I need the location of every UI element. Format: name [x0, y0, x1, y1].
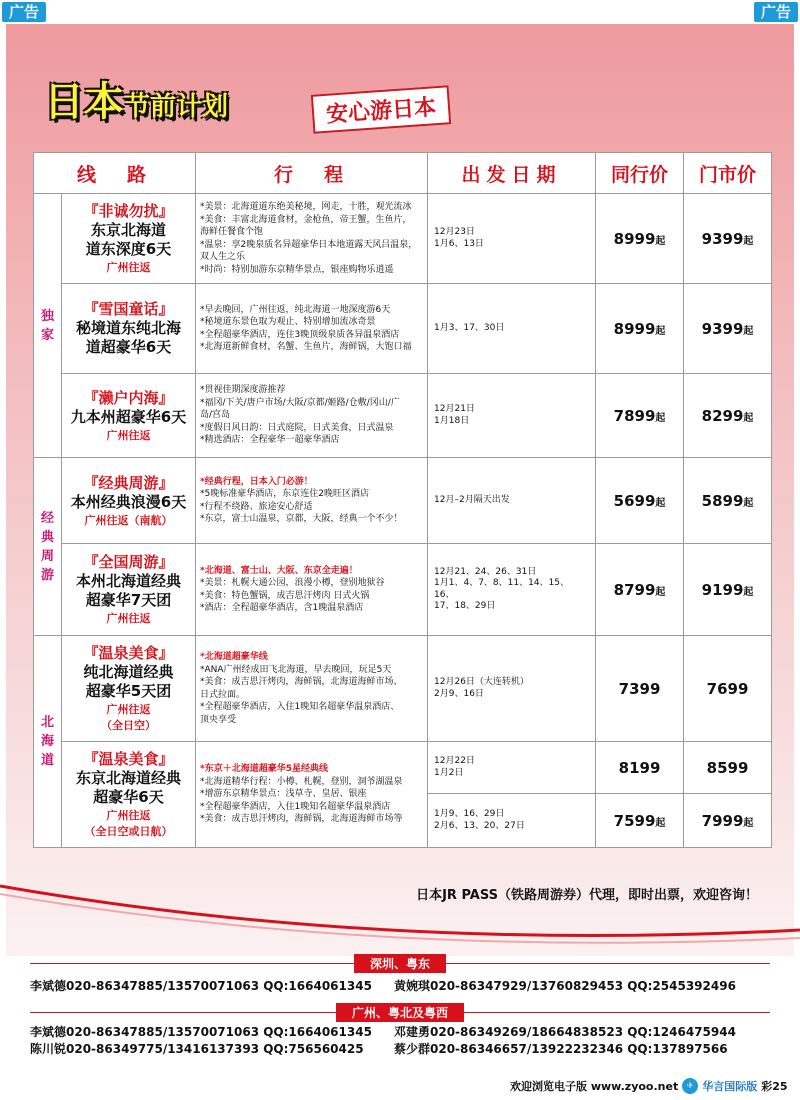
route-departure: 广州往返 [106, 261, 151, 274]
itinerary-line: *福冈/下关/唐户市场/大阪/京都/姬路/仓敷/冈山/广 [200, 397, 400, 408]
itinerary-line: *秘境道东景色取为观止、特别增加流冰奇景 [200, 317, 376, 327]
route-name: 超豪华5天团 [85, 682, 172, 700]
trade-price-cell [596, 194, 684, 284]
date-line: 1月6、13日 [434, 238, 484, 249]
itinerary-line: *温泉：享2晚泉质名异超豪华日本地道露天风吕温泉， [200, 239, 418, 250]
route-tag: 『雪国童话』 [83, 300, 174, 318]
itinerary-line: *全程超豪华酒店，连住3晚顶级泉质各异温泉酒店 [200, 329, 400, 340]
route-name: 东京北海道 [91, 221, 167, 239]
price-value: 7999 [701, 811, 744, 830]
region-label-1: 深圳、粤东 [354, 954, 446, 973]
title-main: 日本 [44, 79, 124, 125]
route-tag: 『全国周游』 [83, 553, 174, 571]
price-suffix: 起 [743, 235, 754, 247]
price-suffix: 起 [655, 412, 666, 424]
itinerary-line: *北海道、富士山、大阪、东京全走遍！ [200, 565, 358, 576]
route-departure: 广州往返 [106, 428, 151, 442]
publisher-logo-icon: ✈ [682, 1078, 698, 1094]
price-suffix: 起 [655, 497, 666, 509]
itinerary-table [33, 152, 772, 848]
trade-price-cell [596, 636, 684, 742]
itinerary-cell [196, 636, 428, 742]
trade-price-cell [596, 794, 684, 848]
price-suffix: 起 [655, 586, 666, 598]
itinerary-line: *ANA广州经成田飞北海道，早去晚回，玩足5天 [200, 664, 392, 675]
route-row [34, 742, 772, 794]
dates-cell [428, 458, 596, 544]
dates-cell [428, 742, 596, 794]
itinerary-line: *精选酒店：全程豪华一超豪华酒店 [200, 435, 340, 446]
price-suffix: 起 [743, 586, 754, 598]
price-value: 7599 [613, 811, 656, 830]
route-cell [62, 194, 196, 284]
retail-price-cell [684, 458, 772, 544]
jr-pass-notice: 日本JR PASS（铁路周游券）代理，即时出票，欢迎咨询！ [416, 888, 758, 903]
itinerary-line: *美食：特色蟹锅，成吉思汗烤肉 日式火锅 [200, 590, 370, 601]
route-departure: （全日空） [101, 719, 156, 732]
route-name: 九本州超豪华6天 [70, 407, 187, 426]
itinerary-line: *经典行程，日本入门必游！ [200, 476, 313, 487]
route-row [34, 284, 772, 374]
itinerary-cell [196, 194, 428, 284]
itinerary-line: *美食：成吉思汗烤肉，海鲜锅，北海道海鲜市场、 [200, 677, 403, 687]
price-suffix: 起 [655, 235, 666, 247]
price-value: 9199 [701, 580, 744, 599]
route-tag: 『温泉美食』 [83, 644, 174, 662]
price-suffix: 起 [655, 817, 666, 829]
itinerary-line: *早去晚回，广州往返，纯北海道一地深度游6天 [200, 304, 391, 315]
route-name: 本州经典浪漫6天 [70, 492, 187, 511]
date-line: 1月2日 [434, 767, 464, 778]
itinerary-line: *美食：成吉思汗烤肉，海鲜锅，北海道海鲜市场等 [200, 814, 403, 825]
route-name: 纯北海道经典 [83, 663, 174, 681]
header-trade-price: 同行价 [596, 153, 684, 194]
price-value: 8299 [701, 406, 744, 425]
retail-price-cell [684, 794, 772, 848]
header-retail-price: 门市价 [684, 153, 772, 194]
itinerary-line: *时尚：特别加游东京精华景点，银座购物乐逍遥 [200, 264, 394, 275]
route-row [34, 374, 772, 458]
retail-price-cell [684, 284, 772, 374]
retail-price-cell [684, 194, 772, 284]
retail-price-cell [684, 374, 772, 458]
price-suffix: 起 [743, 412, 754, 424]
route-cell [62, 742, 196, 848]
footer-brand: 华言国际版 [702, 1080, 758, 1093]
itinerary-line: 岛/宫岛 [200, 410, 231, 421]
route-name: 东京北海道经典 [76, 769, 182, 787]
contacts-section [30, 954, 770, 1058]
trade-price-cell [596, 374, 684, 458]
price-value: 7899 [613, 406, 656, 425]
dates-cell [428, 374, 596, 458]
date-line: 12月–2月隔天出发 [434, 494, 510, 505]
price-value: 8999 [613, 319, 656, 338]
header-route: 线 路 [34, 153, 196, 194]
date-line: 12月26日（大连转机） [434, 677, 529, 687]
header-itinerary: 行 程 [196, 153, 428, 194]
trade-price-cell [596, 742, 684, 794]
region-label-2: 广州、粤北及粤西 [336, 1003, 464, 1022]
route-cell [62, 636, 196, 742]
itinerary-cell [196, 458, 428, 544]
route-name: 道超豪华6天 [85, 338, 172, 356]
slogan-badge: 安心游日本 [311, 85, 451, 134]
date-line: 1月9、16、29日 [434, 809, 505, 819]
contact-entry: 陈川锐020-86349775/13416137393 QQ:756560425 [30, 1042, 364, 1056]
price-value: 8999 [613, 229, 656, 248]
dates-cell [428, 636, 596, 742]
ad-tag-left: 广告 [2, 2, 46, 22]
route-row [34, 544, 772, 636]
itinerary-line: 双人生之乐 [200, 252, 246, 262]
trade-price-cell [596, 458, 684, 544]
date-line: 2月9、16日 [434, 688, 484, 699]
price-value: 8599 [706, 758, 749, 777]
footer-text: 欢迎浏览电子版 www.zyoo.net [510, 1080, 679, 1093]
itinerary-line: *美景：北海道道东绝美秘境，网走，十胜，观光流冰 [200, 202, 412, 212]
region-divider-1 [30, 954, 770, 972]
route-cell [62, 544, 196, 636]
category-char: 典 [40, 529, 54, 545]
category-char: 道 [40, 753, 54, 768]
itinerary-cell [196, 544, 428, 636]
date-line: 1月1、4、7、8、11、14、15、16、 [434, 578, 570, 600]
itinerary-line: *美景：札幌大通公园，浪漫小樽，登别地狱谷 [200, 578, 385, 588]
contact-entry: 蔡少群020-86346657/13922232346 QQ:137897566 [394, 1042, 728, 1056]
route-cell [62, 458, 196, 544]
price-value: 7699 [706, 679, 749, 698]
price-suffix: 起 [743, 497, 754, 509]
dates-cell [428, 194, 596, 284]
itinerary-line: *贯视佳期深度游推荐 [200, 385, 286, 396]
route-name: 道东深度6天 [85, 240, 172, 258]
price-value: 9399 [701, 229, 744, 248]
route-departure: 广州往返（南航） [84, 513, 173, 527]
category-char: 游 [40, 567, 54, 583]
route-row [34, 194, 772, 284]
itinerary-line: *行程不绕路、旅途安心舒适 [200, 501, 313, 512]
price-suffix: 起 [743, 817, 754, 829]
itinerary-line: *度假日风日韵：日式庭院，日式美食，日式温泉 [200, 422, 394, 433]
title-sub: 节前计划 [124, 92, 229, 122]
contact-entry: 黄婉琪020-86347929/13760829453 QQ:2545392496 [394, 979, 736, 993]
dates-cell [428, 284, 596, 374]
date-line: 12月21日 [434, 404, 475, 414]
itinerary-line: 海鲜任餐食个饱 [200, 227, 264, 237]
date-line: 2月6、13、20、27日 [434, 820, 525, 831]
category-char: 经 [40, 510, 54, 526]
route-tag: 『濑户内海』 [83, 388, 174, 407]
itinerary-line: *增游东京精华景点：浅草寺、皇居、银座 [200, 789, 367, 800]
contact-row [30, 978, 770, 995]
route-tag: 『温泉美食』 [83, 750, 174, 768]
category-char: 独 [40, 308, 54, 324]
dates-cell [428, 794, 596, 848]
table-body [34, 194, 772, 848]
retail-price-cell [684, 544, 772, 636]
itinerary-cell [196, 284, 428, 374]
price-value: 9399 [701, 319, 744, 338]
price-value: 5699 [613, 491, 656, 510]
route-row [34, 636, 772, 742]
route-tag: 『非诚勿扰』 [83, 202, 174, 220]
header-dates: 出发日期 [428, 153, 596, 194]
route-name: 超豪华7天团 [85, 591, 172, 609]
date-line: 1月18日 [434, 415, 470, 426]
itinerary-line: *5晚标准豪华酒店，东京连住2晚旺区酒店 [200, 489, 369, 499]
route-tag: 『经典周游』 [83, 473, 174, 492]
itinerary-line: *全程超豪华酒店，入住1晚知名超豪华温泉酒店、 [200, 702, 400, 712]
date-line: 12月23日 [434, 227, 475, 237]
footer [510, 1078, 788, 1094]
route-name: 超豪华6天 [93, 788, 164, 806]
itinerary-line: *北海道超豪华线 [200, 652, 268, 662]
itinerary-cell [196, 374, 428, 458]
category-cell [34, 458, 62, 636]
date-line: 12月22日 [434, 756, 475, 766]
route-departure: 广州往返 [106, 703, 151, 716]
category-char: 周 [40, 548, 54, 564]
itinerary-line: 顶央享受 [200, 714, 237, 725]
itinerary-line: *全程超豪华酒店，入住1晚知名超豪华温泉酒店 [200, 801, 391, 812]
date-line: 1月3、17、30日 [434, 322, 505, 333]
category-char: 家 [40, 327, 54, 343]
route-cell [62, 374, 196, 458]
itinerary-line: *东京，富士山温泉，京都，大阪，经典一个不少！ [200, 514, 403, 524]
price-value: 5899 [701, 491, 744, 510]
itinerary-line: *北海道新鲜食材，名蟹、生鱼片，海鲜锅，大饱口福 [200, 342, 412, 352]
itinerary-line: *北海道精华行程：小樽、札幌，登别，洞爷湖温泉 [200, 776, 403, 787]
price-value: 8199 [618, 758, 661, 777]
price-value: 7399 [618, 679, 661, 698]
route-row [34, 458, 772, 544]
route-departure: 广州往返 [106, 612, 151, 625]
category-char: 海 [40, 734, 54, 749]
contact-row [30, 1024, 770, 1041]
itinerary-line: 日式拉面。 [200, 689, 246, 700]
itinerary-line: *酒店：全程超豪华酒店，含1晚温泉酒店 [200, 603, 364, 613]
contact-entry: 李斌德020-86347885/13570071063 QQ:1664061345 [30, 1025, 372, 1039]
itinerary-cell [196, 742, 428, 848]
category-cell [34, 194, 62, 458]
page-title [44, 70, 228, 127]
retail-price-cell [684, 742, 772, 794]
itinerary-line: *东京＋北海道超豪华5星经典线 [200, 764, 328, 775]
price-suffix: 起 [655, 325, 666, 337]
contact-entry: 李斌德020-86347885/13570071063 QQ:1664061345 [30, 979, 372, 993]
price-value: 8799 [613, 580, 656, 599]
dates-cell [428, 544, 596, 636]
route-name: 秘境道东纯北海 [76, 319, 182, 337]
price-suffix: 起 [743, 325, 754, 337]
region-divider-2 [30, 1003, 770, 1021]
route-departure: 广州往返 [106, 809, 151, 822]
retail-price-cell [684, 636, 772, 742]
route-departure: （全日空或日航） [84, 825, 173, 838]
date-line: 17、18、29日 [434, 601, 496, 611]
ad-tag-right: 广告 [754, 2, 798, 22]
trade-price-cell [596, 544, 684, 636]
category-cell [34, 636, 62, 848]
contact-row [30, 1041, 770, 1058]
date-line: 12月21、24、26、31日 [434, 566, 537, 577]
itinerary-line: *美食：丰富北海道食材，金枪鱼，帝王蟹，生鱼片， [200, 214, 412, 225]
route-cell [62, 284, 196, 374]
trade-price-cell [596, 284, 684, 374]
contact-entry: 邓建勇020-86349269/18664838523 QQ:1246475944 [394, 1025, 736, 1039]
category-char: 北 [40, 715, 54, 730]
page-number: 彩25 [761, 1080, 788, 1093]
route-name: 本州北海道经典 [76, 572, 182, 590]
